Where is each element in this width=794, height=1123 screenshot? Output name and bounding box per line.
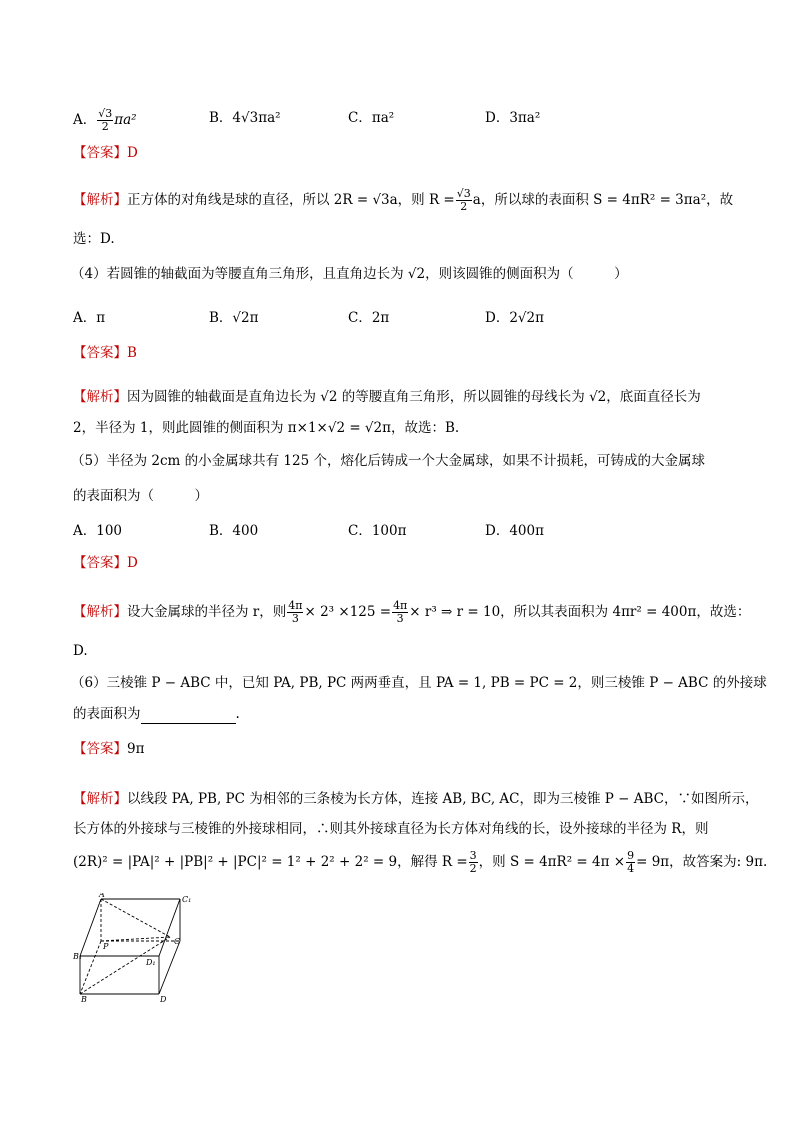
q4-answer: 【答案】B bbox=[73, 345, 137, 361]
q4-option-d[interactable]: D．2√2π bbox=[485, 310, 544, 326]
q5-fraction-1: $\frac{4\pi}{3}$ bbox=[288, 599, 303, 625]
q6-stem-line1: （6）三棱锥 P − ABC 中，已知 PA, PB, PC 两两垂直，且 PA = 1, PB = PC = 2，则三棱锥 P − ABC 的外接球 bbox=[71, 675, 767, 691]
q5-analysis-line2: D. bbox=[73, 643, 88, 659]
figure-label-d: D bbox=[160, 995, 167, 1004]
figure-label-p: P bbox=[103, 942, 109, 951]
q4-analysis-line2: 2，半径为 1，则此圆锥的侧面积为 π×1×√2 = √2π，故选：B. bbox=[73, 420, 460, 436]
figure-label-c: C bbox=[174, 937, 181, 946]
q5-fraction-2: $\frac{4\pi}{3}$ bbox=[393, 599, 408, 625]
q5-option-d[interactable]: D．400π bbox=[485, 523, 544, 539]
q5-analysis-line1: 【解析】设大金属球的半径为 r，则 $\frac{4\pi}{3}$ × 2³ ×125 = $\frac{4\pi}{3}$ × r³ ⇒ r = 10，所以其表面积为 4πr² = 400π，故选： bbox=[73, 599, 751, 625]
q4-option-c[interactable]: C．2π bbox=[348, 310, 390, 326]
figure-label-a: A bbox=[99, 893, 105, 899]
q3-option-a[interactable]: A． $\frac{√3}{2}$ πa² bbox=[73, 107, 137, 133]
q6-analysis-line2: 长方体的外接球与三棱锥的外接球相同，∴则其外接球直径为长方体对角线的长，设外接球的半径为 R，则 bbox=[73, 821, 709, 837]
q6-analysis-line1: 【解析】以线段 PA, PB, PC 为相邻的三条棱为长方体，连接 AB, BC, AC，即为三棱锥 P − ABC，∵如图所示， bbox=[73, 791, 759, 807]
q6-answer-blank[interactable] bbox=[141, 709, 236, 724]
q3-option-a-fraction: $\frac{√3}{2}$ bbox=[98, 107, 113, 133]
q5-stem-line1: （5）半径为 2cm 的小金属球共有 125 个，熔化后铸成一个大金属球，如果不计损耗，可铸成的大金属球 bbox=[71, 453, 705, 469]
q5-stem-line2: 的表面积为（ ） bbox=[73, 488, 208, 504]
q3-analysis-line1: 【解析】正方体的对角线是球的直径，所以 2R = √3a，则 R = $\frac{√3}{2}$ a，所以球的表面积 S = 4πR² = 3πa²，故 bbox=[73, 187, 734, 213]
q3-option-b[interactable]: B．4√3πa² bbox=[209, 110, 281, 126]
q4-option-b[interactable]: B．√2π bbox=[209, 310, 259, 326]
q4-option-a[interactable]: A．π bbox=[73, 310, 106, 326]
q6-analysis-line3: (2R)² = |PA|² + |PB|² + |PC|² = 1² + 2² + 2² = 9，解得 R = $\frac{3}{2}$ ，则 S = 4πR² = 4π × $\frac{9}{4}$ = 9π，故答案为: 9π. bbox=[73, 849, 768, 875]
figure-label-b: B bbox=[81, 995, 87, 1004]
q3-analysis-fraction: $\frac{√3}{2}$ bbox=[456, 187, 471, 213]
q3-answer: 【答案】D bbox=[73, 145, 138, 161]
q6-answer: 【答案】9π bbox=[73, 741, 145, 757]
q4-stem: （4）若圆锥的轴截面为等腰直角三角形，且直角边长为 √2，则该圆锥的侧面积为（ ） bbox=[71, 266, 628, 282]
figure-label-b1: B₁ bbox=[73, 952, 83, 961]
q6-fraction-s: $\frac{9}{4}$ bbox=[627, 849, 635, 875]
q6-fraction-r: $\frac{3}{2}$ bbox=[469, 849, 477, 875]
figure-label-c1: C₁ bbox=[182, 895, 192, 904]
q5-option-b[interactable]: B．400 bbox=[209, 523, 259, 539]
figure-label-d1: D₁ bbox=[146, 958, 156, 967]
q6-stem-line2: 的表面积为 . bbox=[73, 706, 240, 722]
q3-analysis-line2: 选：D. bbox=[73, 231, 115, 247]
cuboid-figure bbox=[73, 893, 203, 1005]
q5-option-a[interactable]: A．100 bbox=[73, 523, 123, 539]
q5-answer: 【答案】D bbox=[73, 555, 138, 571]
q5-option-c[interactable]: C．100π bbox=[348, 523, 407, 539]
q3-option-c[interactable]: C．πa² bbox=[348, 110, 395, 126]
q3-option-d[interactable]: D．3πa² bbox=[485, 110, 541, 126]
q4-analysis-line1: 【解析】因为圆锥的轴截面是直角边长为 √2 的等腰直角三角形，所以圆锥的母线长为 √2，底面直径长为 bbox=[73, 389, 701, 405]
